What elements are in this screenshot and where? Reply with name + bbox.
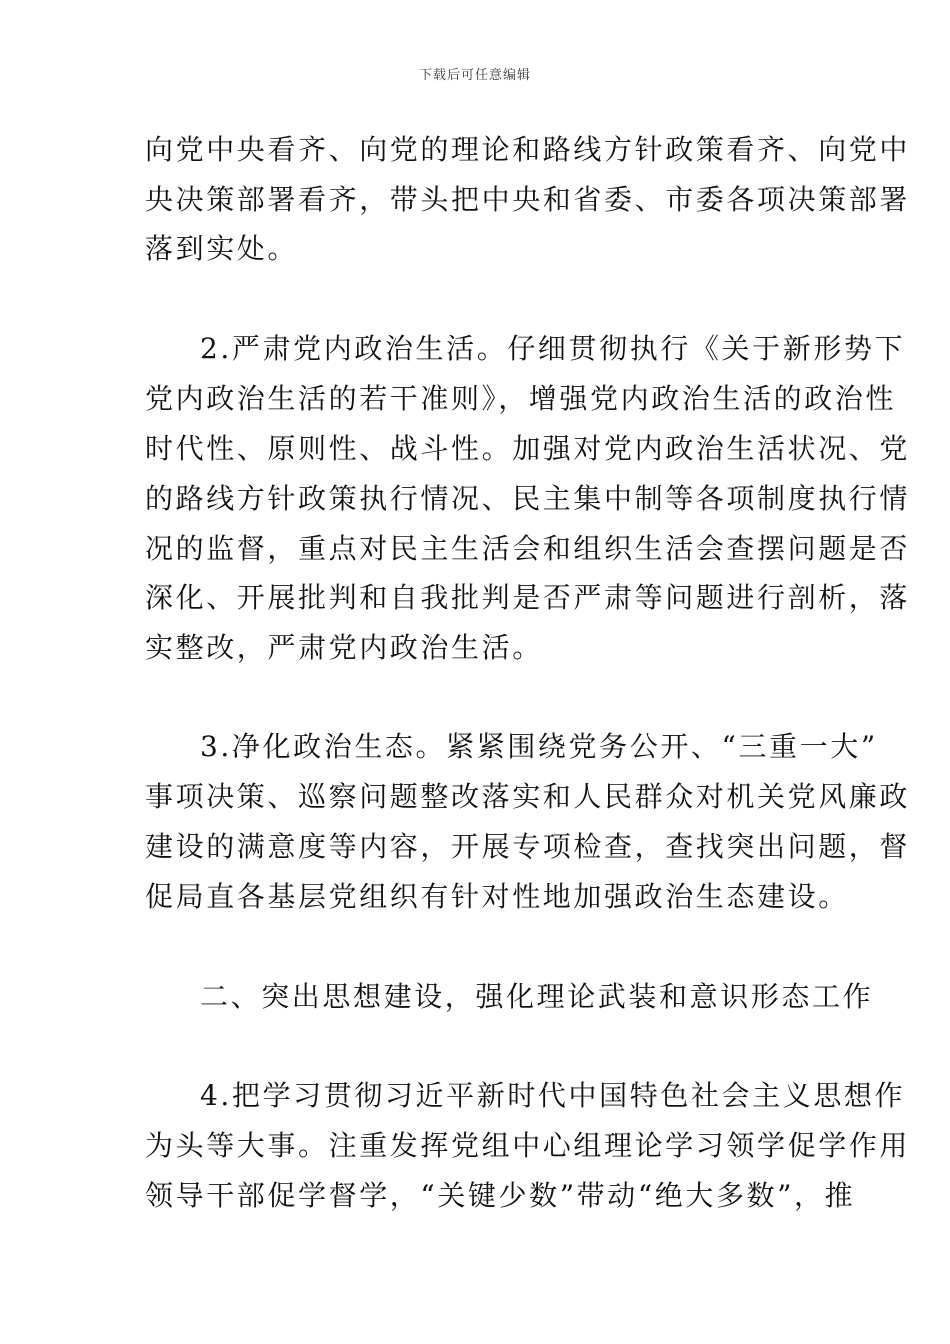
- text-line: 时代性、原则性、战斗性。加强对党内政治生活状况、党: [145, 432, 911, 465]
- text-line: 建设的满意度等内容，开展专项检查，查找突出问题，督: [145, 830, 911, 863]
- text-line: 领导干部促学督学，“关键少数”带动“绝大多数”，推: [145, 1179, 856, 1212]
- text-line: 深化、开展批判和自我批判是否严肃等问题进行剖析，落: [145, 581, 911, 614]
- text-line: 向党中央看齐、向党的理论和路线方针政策看齐、向党中: [145, 133, 911, 166]
- text-line: 况的监督，重点对民主生活会和组织生活会查摆问题是否: [145, 532, 911, 565]
- text-line: 事项决策、巡察问题整改落实和人民群众对机关党风廉政: [145, 780, 911, 813]
- text-line: 的路线方针政策执行情况、民主集中制等各项制度执行情: [145, 482, 911, 515]
- paragraph-start-line: 2.严肃党内政治生活。仔细贯彻执行《关于新形势下: [200, 332, 906, 365]
- text-line: 党内政治生活的若干准则》，增强党内政治生活的政治性: [145, 382, 897, 415]
- paragraph-start-line: 3.净化政治生态。紧紧围绕党务公开、“三重一大”: [200, 730, 878, 763]
- text-line: 央决策部署看齐，带头把中央和省委、市委各项决策部署: [145, 183, 911, 216]
- text-line: 为头等大事。注重发挥党组中心组理论学习领学促学作用: [145, 1129, 911, 1162]
- text-line: 促局直各基层党组织有针对性地加强政治生态建设。: [145, 880, 849, 913]
- text-line: 落到实处。: [145, 232, 299, 265]
- paragraph-start-line: 4.把学习贯彻习近平新时代中国特色社会主义思想作: [200, 1079, 906, 1112]
- text-line: 实整改，严肃党内政治生活。: [145, 631, 543, 664]
- section-heading: 二、突出思想建设，强化理论武装和意识形态工作: [200, 980, 874, 1013]
- header-note: 下载后可任意编辑: [418, 68, 531, 83]
